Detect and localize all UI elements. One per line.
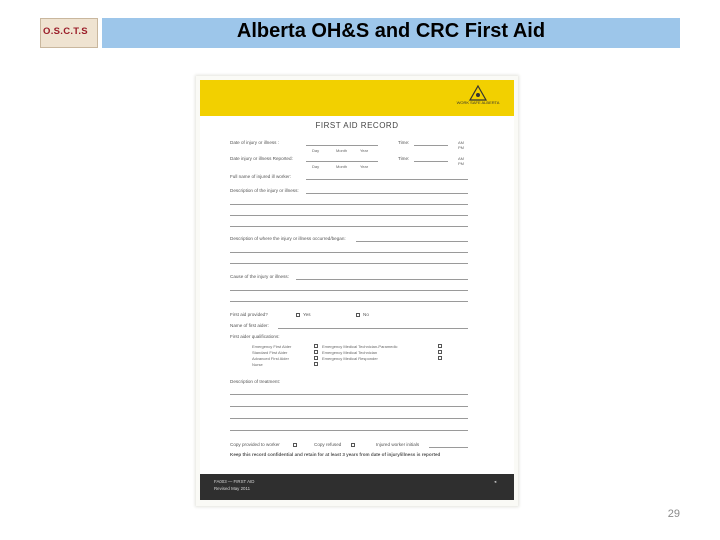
qualification-option: Emergency Medical Responder: [322, 356, 378, 361]
description-line: [306, 193, 468, 194]
full-name-line: [306, 179, 468, 180]
am-label: AM: [458, 156, 464, 161]
yes-checkbox[interactable]: [296, 313, 300, 317]
time-line: [414, 161, 448, 162]
work-safe-alberta-logo-icon: [456, 84, 500, 112]
keep-confidential-notice: Keep this record confidential and retain for at least 3 years from date of injury/illness is reported: [230, 452, 441, 457]
initials-label: Injured worker initials: [376, 442, 420, 447]
qualification-checkbox[interactable]: [438, 344, 442, 348]
qualification-option: Standard First Aider: [252, 350, 288, 355]
date-injury-label: Date of injury or illness :: [230, 140, 280, 145]
oscts-logo: [40, 18, 98, 48]
first-aid-given-label: First aid provided?: [230, 312, 268, 317]
treatment-line: [230, 394, 468, 395]
cause-label: Cause of the injury or illness:: [230, 274, 289, 279]
footer-page-mark: ◂: [494, 479, 497, 484]
slide-title: Alberta OH&S and CRC First Aid: [236, 20, 546, 42]
where-line: [230, 252, 468, 253]
where-line: [230, 263, 468, 264]
time-label: Time:: [398, 140, 410, 145]
initials-line: [429, 447, 468, 448]
qualification-checkbox[interactable]: [438, 356, 442, 360]
qualification-checkbox[interactable]: [438, 350, 442, 354]
first-aider-label: Name of first aider:: [230, 323, 269, 328]
date-unit-year: Year: [360, 148, 369, 153]
qualification-checkbox[interactable]: [314, 350, 318, 354]
date-unit-month: Month: [336, 148, 348, 153]
description-line: [230, 226, 468, 227]
footer-line-1: FA003 — FIRST AID: [214, 479, 255, 484]
description-line: [230, 204, 468, 205]
date-reported-label: Date injury or illness Reported:: [230, 156, 293, 161]
date-injury-line: [306, 145, 378, 146]
full-name-label: Full name of injured ill worker:: [230, 174, 292, 179]
no-checkbox[interactable]: [356, 313, 360, 317]
treatment-line: [230, 406, 468, 407]
where-label: Description of where the injury or illness occurred/began:: [230, 236, 346, 241]
treatment-line: [230, 418, 468, 419]
copy-provided-checkbox[interactable]: [293, 443, 297, 447]
time-label: Time:: [398, 156, 410, 161]
description-line: [230, 215, 468, 216]
treatment-label: Description of treatment:: [230, 379, 281, 384]
no-label: No: [363, 312, 369, 317]
qualification-option: Emergency First Aider: [252, 344, 292, 349]
copy-provided-label: Copy provided to worker: [230, 442, 280, 447]
footer-line-2: Revised May 2011: [214, 486, 251, 491]
pm-label: PM: [458, 161, 464, 166]
qualification-checkbox[interactable]: [314, 362, 318, 366]
qualification-checkbox[interactable]: [314, 344, 318, 348]
am-label: AM: [458, 140, 464, 145]
date-unit-day: Day: [312, 148, 320, 153]
qualification-option: Nurse: [252, 362, 263, 367]
org-label: WORK SAFE ALBERTA: [456, 100, 500, 105]
qualification-option: Advanced First Aider: [252, 356, 289, 361]
yes-label: Yes: [303, 312, 311, 317]
cause-line: [230, 301, 468, 302]
description-label: Description of the injury or illness:: [230, 188, 299, 193]
date-reported-line: [306, 161, 378, 162]
first-aider-line: [278, 328, 468, 329]
date-unit-day: Day: [312, 164, 320, 169]
where-line: [356, 241, 468, 242]
cause-line: [230, 290, 468, 291]
cause-line: [296, 279, 468, 280]
pm-label: PM: [458, 145, 464, 150]
form-footer: [200, 474, 514, 500]
qualification-checkbox[interactable]: [314, 356, 318, 360]
form-title: FIRST AID RECORD: [315, 121, 399, 130]
qualification-option: Emergency Medical Technician: [322, 350, 378, 355]
qualifications-label: First aider qualifications:: [230, 334, 280, 339]
first-aid-record-form: [200, 80, 514, 500]
page-number: 29: [667, 508, 680, 520]
logo-text: O.S.C.T.S: [43, 26, 88, 37]
date-unit-year: Year: [360, 164, 369, 169]
copy-refused-checkbox[interactable]: [351, 443, 355, 447]
qualification-option: Emergency Medical Technician-Paramedic: [322, 344, 398, 349]
date-unit-month: Month: [336, 164, 348, 169]
copy-refused-label: Copy refused: [314, 442, 342, 447]
treatment-line: [230, 430, 468, 431]
time-line: [414, 145, 448, 146]
